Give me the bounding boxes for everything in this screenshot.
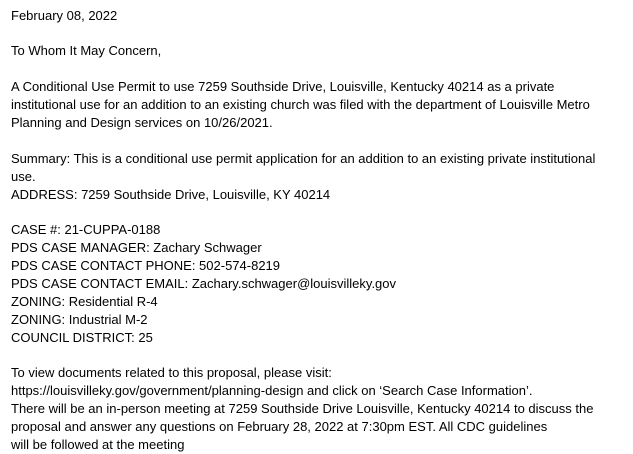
planning-link-line: https://louisvilleky.gov/government/planning-design and click on ‘Search Case Information’.	[11, 383, 533, 398]
closing-line: proposal and answer any questions on February 28, 2022 at 7:30pm EST. All CDC guidelines	[11, 419, 548, 434]
letter-salutation: To Whom It May Concern,	[11, 43, 162, 58]
summary-line: Summary: This is a conditional use permit application for an addition to an existing private institutional	[11, 151, 596, 166]
zoning-residential: ZONING: Residential R-4	[11, 294, 158, 309]
case-contact-phone: PDS CASE CONTACT PHONE: 502-574-8219	[11, 258, 281, 273]
address-line: ADDRESS: 7259 Southside Drive, Louisville, KY 40214	[11, 187, 331, 202]
case-contact-email: PDS CASE CONTACT EMAIL: Zachary.schwager@louisvilleky.gov	[11, 276, 397, 291]
closing-line: There will be an in-person meeting at 7259 Southside Drive Louisville, Kentucky 40214 to discuss the	[11, 401, 594, 416]
summary-line: use.	[11, 169, 36, 184]
zoning-industrial: ZONING: Industrial M-2	[11, 312, 148, 327]
council-district: COUNCIL DISTRICT: 25	[11, 330, 153, 345]
closing-line: will be followed at the meeting	[11, 437, 185, 452]
letter-date: February 08, 2022	[11, 8, 118, 23]
intro-line: A Conditional Use Permit to use 7259 Southside Drive, Louisville, Kentucky 40214 as a private	[11, 79, 555, 94]
closing-line: To view documents related to this proposal, please visit:	[11, 365, 332, 380]
intro-line: institutional use for an addition to an existing church was filed with the department of Louisville Metro	[11, 97, 590, 112]
case-manager: PDS CASE MANAGER: Zachary Schwager	[11, 240, 262, 255]
intro-line: Planning and Design services on 10/26/2021.	[11, 115, 273, 130]
case-number: CASE #: 21-CUPPA-0188	[11, 222, 161, 237]
